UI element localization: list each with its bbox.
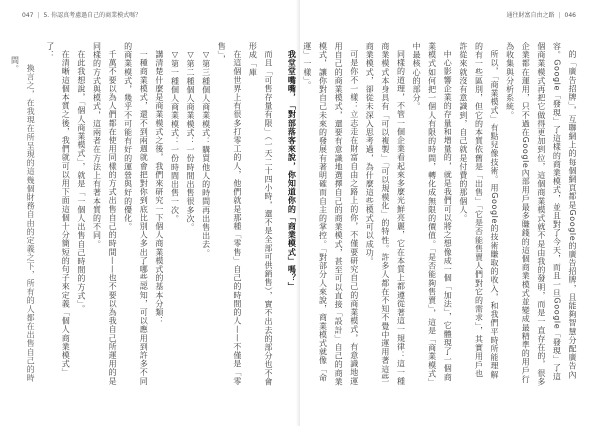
right-page-header: 通往財富自由之路 | 046 xyxy=(506,12,576,19)
paragraph: 的「廣告招牌」，互聯網上的每個網頁都是Google的廣告招牌，且能夠智慧分配廣告內容。Google「發現」了這樣的商業模式，並且對了今天，而且一旦Google「發現」了這個商業模式再把它做得更加到位，這個商業模式就不是由我的發明，而是一直存在的，很多企業都在運用，只不過在Google內部用戶最多賺錢的這個商業模式並變成最精準的用戶行為收集與分析系統。 xyxy=(505,42,577,386)
left-page-header: 047 | 5. 你認真考慮過自己的商業模式嗎？ xyxy=(22,12,142,19)
list-item: ▽第三種個人商業模式：購買他人的時間再出售出去。 xyxy=(201,50,211,258)
quote-paragraph: 換言之，在我現在所呈現的這幾個財務自由的定義之下，所有的人都在出售自己的時間。 xyxy=(10,56,36,383)
list-item: ▽第一種個人商業模式：一份時間出售一次。 xyxy=(170,50,180,223)
left-page-body xyxy=(10,42,276,386)
paragraph: 在清晰這個本質之後，我們就可以用下面這個十分簡短的句子來定義「個人商業模式」了： xyxy=(45,42,71,377)
paragraph: 所以，「商業模式」有點兒像技術。用Google的技術賺取的收入，和我們平時所能理解的有一些區別，但它的本質依舊是「出售」「它是否能售賣人們對它的需求」，其實用戶也許從來就沒有意識到，自己就是付費的那個人。 xyxy=(458,42,500,379)
right-page-number: 046 xyxy=(564,12,576,19)
paragraph: 而且「可售存量有限」（一天二十四小時，還不是全部可供銷售），實不出去的部分也不會形成「庫 xyxy=(248,42,273,386)
quote-paragraph xyxy=(0,42,3,386)
paragraph: 我堂堂嘴嘴，「對部落客來說，你知道你的「商業模式」嗎？」 xyxy=(287,50,297,291)
list-item: ▽第二種個人商業模式：一份時間出售很多次。 xyxy=(186,50,196,232)
paragraph: 講清楚什麼是商業模式之後，我們來研究一下個人商業模式的基本分類： xyxy=(154,50,164,326)
paragraph: 在這個世界上有很多打零工的人，他們就是那種「零售」自己的時間的人——不僅是「零售」， xyxy=(217,42,242,386)
paragraph: 可是你不一樣：立志走在財富自由之路上的你，不僅要研究自己的商業模式，有意識地運用自己的商業模式，還要有意識地選擇自己的商業模式，甚至可以直接「設計」自己的商業模式，讓你對自己未來的發展有著明確而自主的掌控。「對部分人來說，商業模式就像「命運」一樣」。 xyxy=(302,42,359,386)
paragraph: 同樣的道理，不管一個企業看起來多麼光鮮亮麗，它在本質上都遵從著這一規律：這一種商業模式本身具有「可以複製」「可以規模化」的特性。許多人都在不知不覺中運用著這些商業模式，卻從未深入思考過，為什麼這些模式可以成功。 xyxy=(365,42,406,386)
left-page-number: 047 xyxy=(22,12,34,19)
paragraph: 中心影響企業的存量和增量的，就是我們可以將之想像成一個「加法」，它體現了一個商業模式如何把一個人有限的時間，轉化成無限的價值。「是否能夠售賣」，這是「商業模式」中最核心的部分。 xyxy=(412,42,453,383)
paragraph: 一種商業模式，還不到兩週就會把對你到底比別人多出了哪些認知，可以應用到許多不同的商業模式，幾乎不可能有好的運營與好的優化。 xyxy=(123,42,149,386)
right-chapter-title: 通往財富自由之路 xyxy=(506,12,555,19)
right-page-body xyxy=(287,42,580,386)
paragraph: 千萬不要以為人們都在使用同樣的方式出售自己的時間——也不要以為我自己所運用的是同樣的方式與模式，這兩者在方法上有著本質的不同。 xyxy=(92,42,118,386)
left-chapter-title: 5. 你認真考慮過自己的商業模式嗎？ xyxy=(43,12,142,19)
paragraph: 在此我想說，「個人商業模式」，就是「一個人出售自己時間的方式」。 xyxy=(76,50,86,314)
